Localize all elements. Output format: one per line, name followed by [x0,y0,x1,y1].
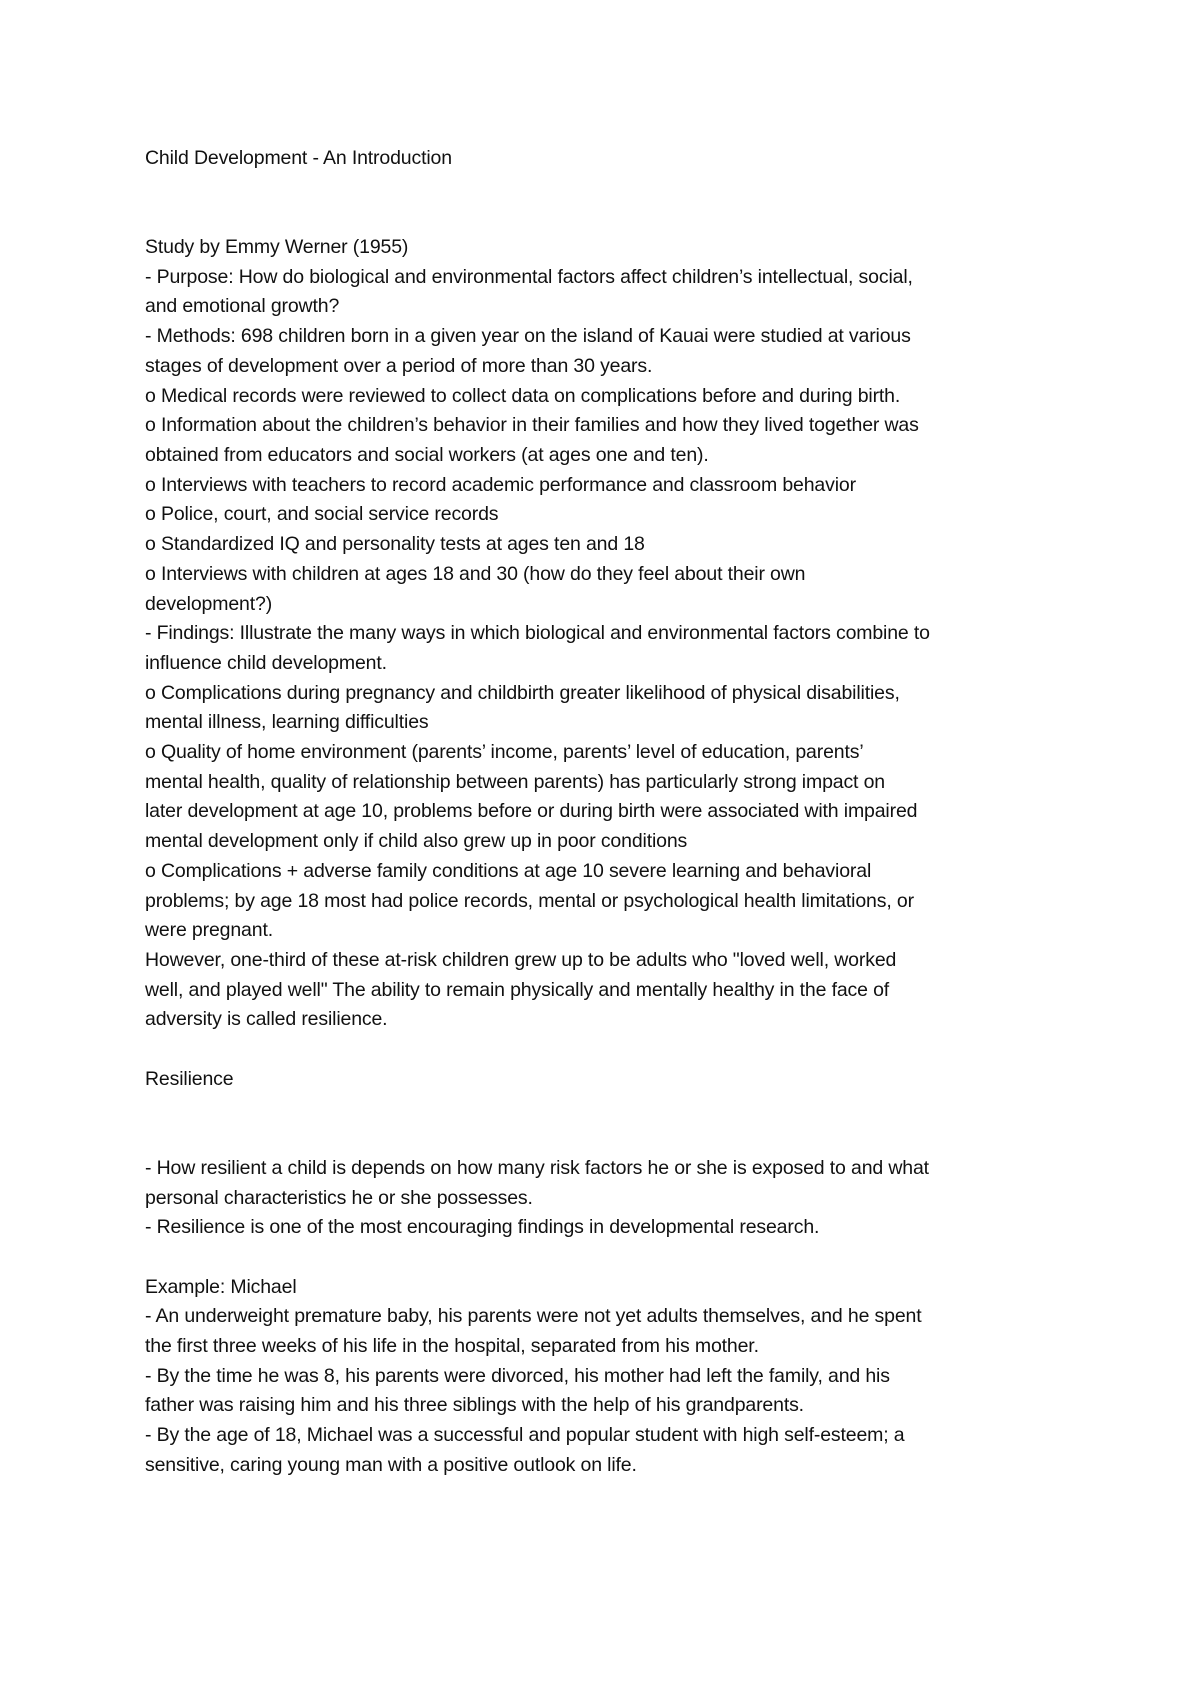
study-line: adversity is called resilience. [145,1008,388,1031]
study-line: o Standardized IQ and personality tests at ages ten and 18 [145,533,645,556]
study-line: well, and played well" The ability to remain physically and mentally healthy in the face of [145,978,890,1001]
example-heading: Example: Michael [145,1275,297,1298]
study-line: o Quality of home environment (parents’ income, parents’ level of education, parents’ [145,741,864,764]
study-line: o Police, court, and social service records [145,503,499,526]
study-line: mental health, quality of relationship between parents) has particularly strong impact on [145,770,885,793]
study-line: - Methods: 698 children born in a given year on the island of Kauai were studied at various [145,325,911,348]
blank-line [145,174,1075,204]
study-line: were pregnant. [145,919,273,942]
example-line: - By the age of 18, Michael was a successful and popular student with high self-esteem; a [145,1424,905,1447]
study-line: However, one-third of these at-risk children grew up to be adults who "loved well, worked [145,948,897,971]
study-line: development?) [145,592,273,615]
study-line: - Purpose: How do biological and environmental factors affect children’s intellectual, social, [145,265,913,288]
study-line: mental illness, learning difficulties [145,711,429,734]
example-line: - An underweight premature baby, his parents were not yet adults themselves, and he spent [145,1305,922,1328]
example-line: sensitive, caring young man with a positive outlook on life. [145,1453,637,1476]
resilience-line: personal characteristics he or she possesses. [145,1186,533,1209]
study-line: o Medical records were reviewed to collect data on complications before and during birth. [145,384,901,407]
blank-line [145,1035,1075,1065]
resilience-heading: Resilience [145,1067,234,1090]
resilience-line: - Resilience is one of the most encouraging findings in developmental research. [145,1216,820,1239]
study-line: o Complications + adverse family conditions at age 10 severe learning and behavioral [145,859,872,882]
study-line: problems; by age 18 most had police records, mental or psychological health limitations, or [145,889,914,912]
study-line: influence child development. [145,651,387,674]
study-line: mental development only if child also grew up in poor conditions [145,830,688,853]
study-line: stages of development over a period of more than 30 years. [145,354,653,377]
study-heading: Study by Emmy Werner (1955) [145,236,409,259]
blank-line [145,1094,1075,1124]
study-line: o Information about the children’s behavior in their families and how they lived together was [145,414,919,437]
study-line: obtained from educators and social workers (at ages one and ten). [145,444,709,466]
study-line: and emotional growth? [145,295,340,318]
blank-line [145,203,1075,233]
example-line: father was raising him and his three siblings with the help of his grandparents. [145,1394,804,1417]
document-title: Child Development - An Introduction [145,147,452,169]
study-line: o Complications during pregnancy and childbirth greater likelihood of physical disabilities, [145,681,900,704]
resilience-line: - How resilient a child is depends on how many risk factors he or she is exposed to and what [145,1156,929,1179]
example-line: - By the time he was 8, his parents were divorced, his mother had left the family, and his [145,1364,890,1387]
study-line: o Interviews with children at ages 18 and 30 (how do they feel about their own [145,562,806,585]
study-line: o Interviews with teachers to record academic performance and classroom behavior [145,473,856,496]
document-content [145,144,1075,1481]
blank-line [145,1243,1075,1273]
example-line: the first three weeks of his life in the hospital, separated from his mother. [145,1335,759,1358]
study-line: later development at age 10, problems before or during birth were associated with impaired [145,800,918,823]
study-line: - Findings: Illustrate the many ways in which biological and environmental factors combine to [145,622,930,645]
blank-line [145,1124,1075,1154]
